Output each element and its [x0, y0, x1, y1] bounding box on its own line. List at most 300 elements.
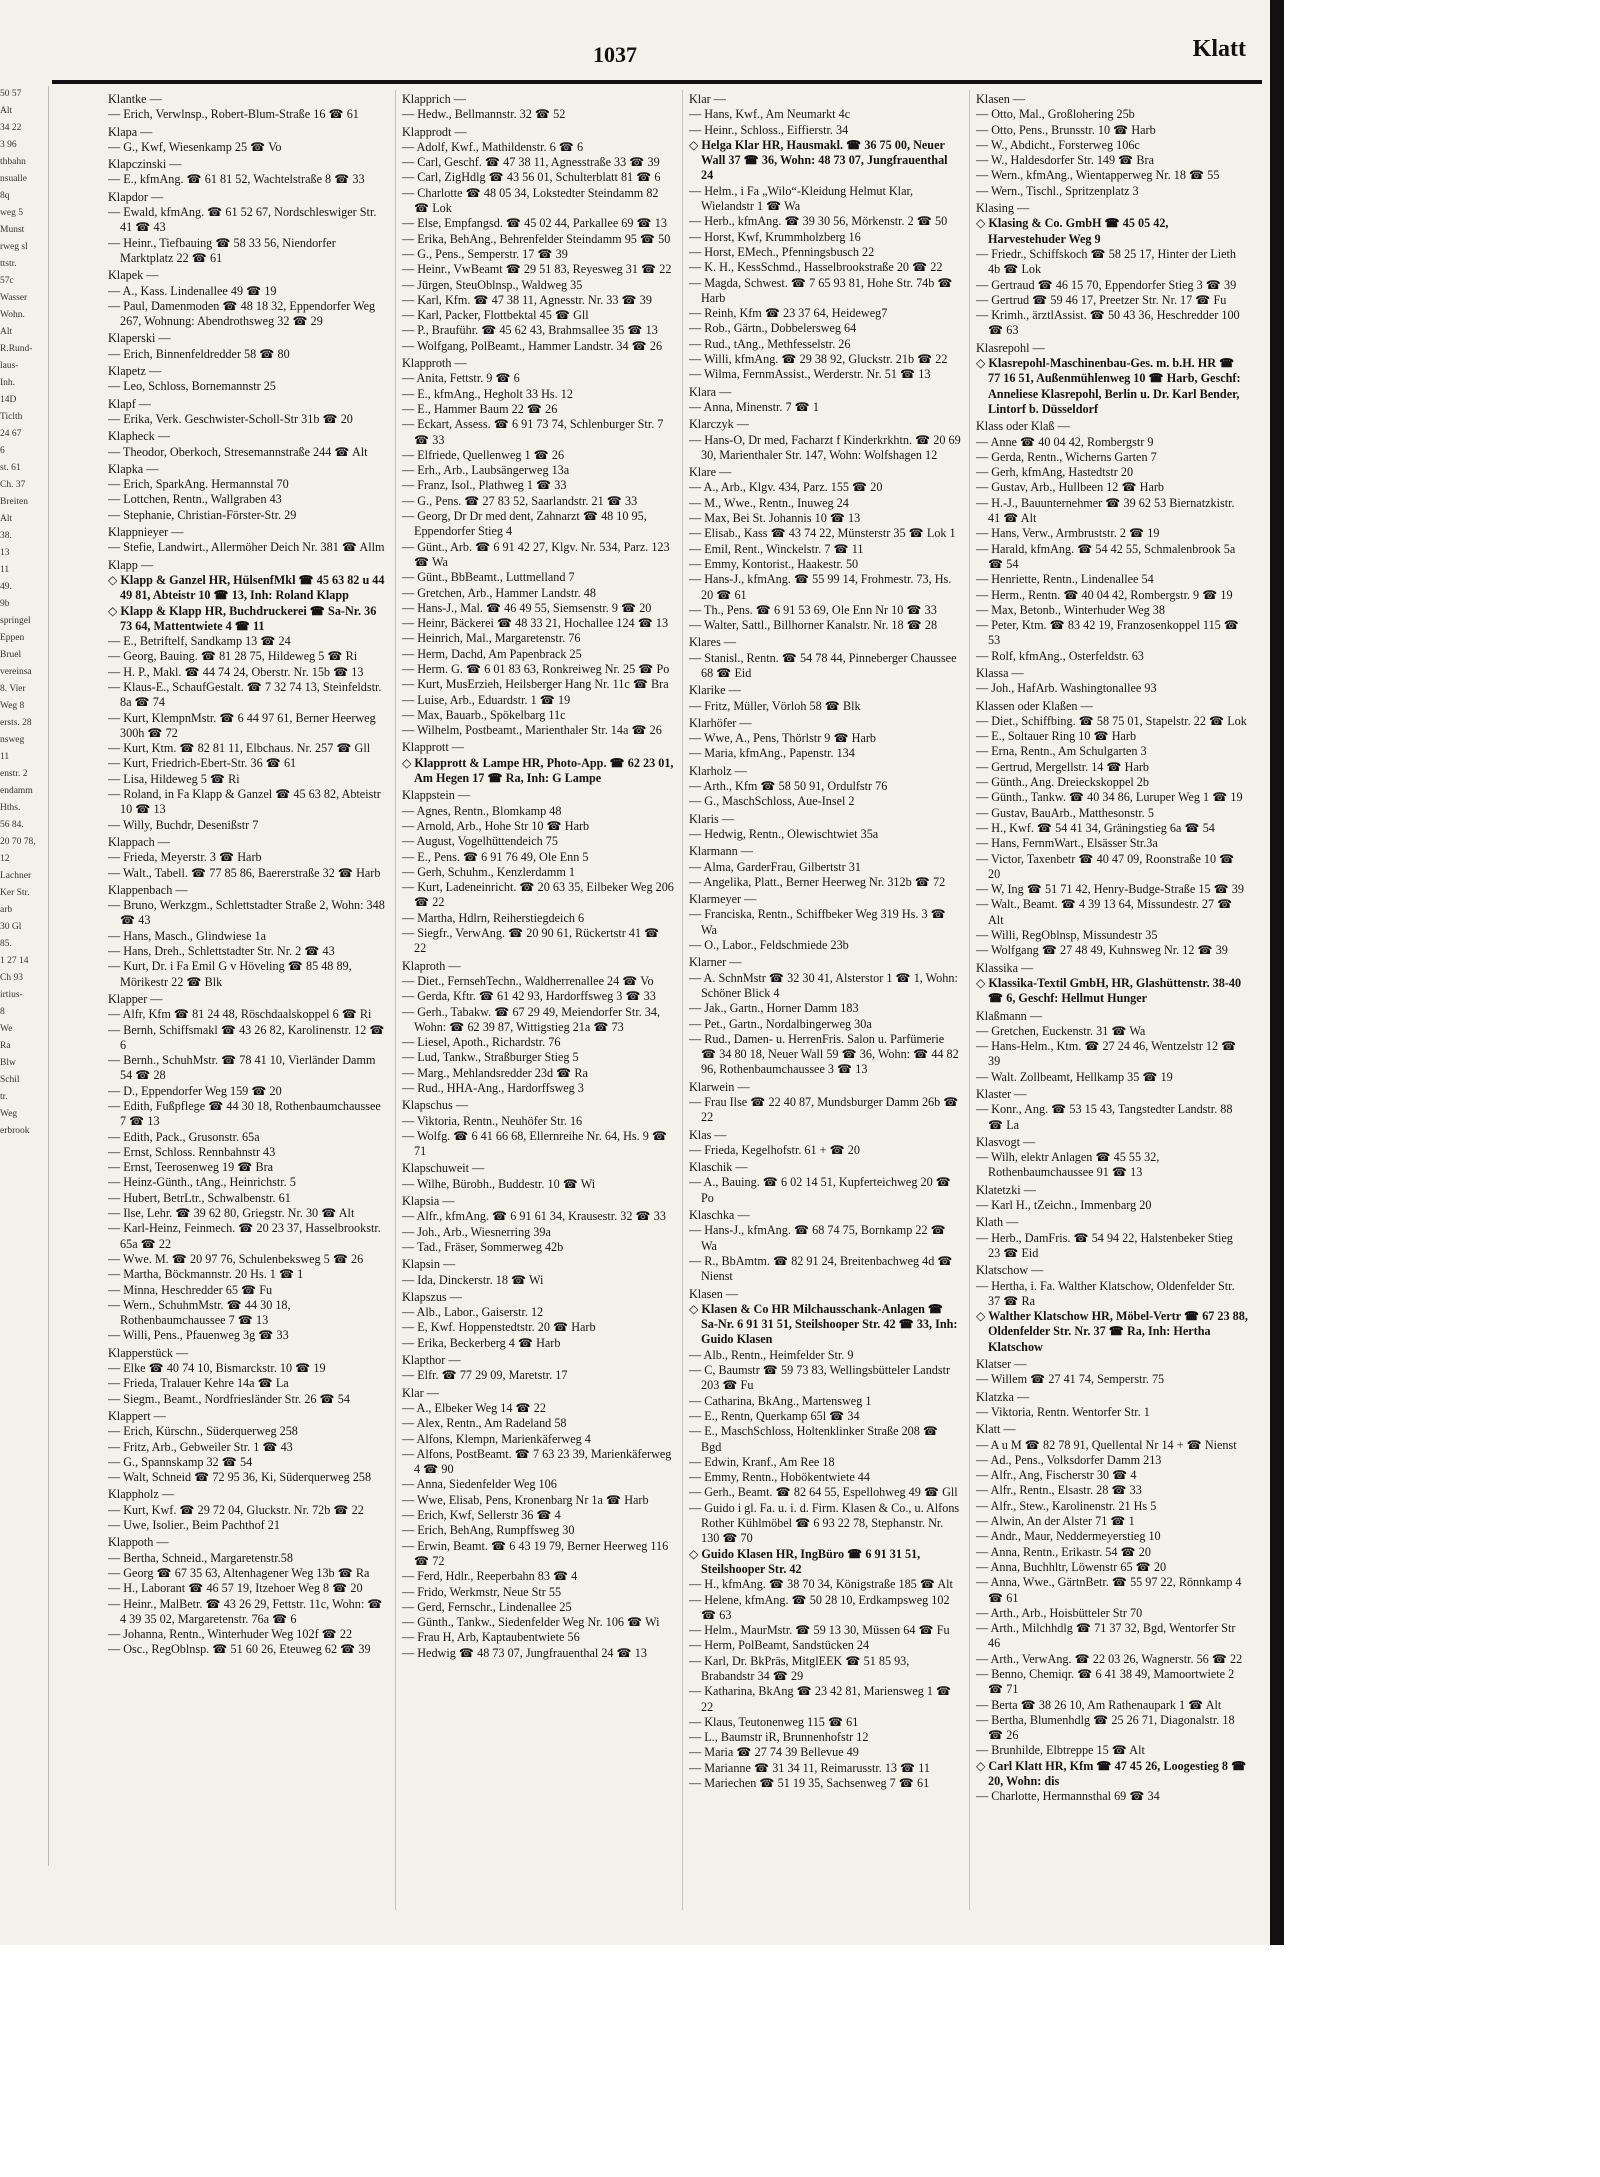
bleed-fragment: 30 Gl: [0, 922, 22, 932]
directory-entry: — Erika, Verk. Geschwister-Scholl-Str 31b ☎ 20: [108, 411, 353, 426]
directory-entry: — Gretchen, Euckenstr. 31 ☎ Wa: [976, 1023, 1146, 1038]
bleed-fragment: 8. Vier: [0, 684, 26, 694]
bleed-fragment: ttstr.: [0, 259, 17, 269]
bleed-fragment: 56 84.: [0, 820, 24, 830]
directory-entry: — Kurt, MusErzieh, Heilsberger Hang Nr. 11c ☎ Bra: [402, 677, 669, 692]
directory-entry: — Wilh, elektr Anlagen ☎ 45 55 32, Rothenbaumchaussee 91 ☎ 13: [976, 1150, 1160, 1180]
surname-heading: Klasen —: [976, 92, 1026, 106]
directory-entry: — Luise, Arb., Eduardstr. 1 ☎ 19: [402, 692, 571, 707]
directory-entry: — Emmy, Kontorist., Haakestr. 50: [689, 556, 859, 571]
directory-entry: — Rolf, kfmAng., Osterfeldstr. 63: [976, 648, 1144, 663]
directory-entry: — Erich, Kwf, Sellerstr 36 ☎ 4: [402, 1508, 561, 1523]
directory-entry: — Georg, Bauing. ☎ 81 28 75, Hildeweg 5 ☎ Ri: [108, 649, 358, 664]
directory-entry: — Fritz, Arb., Gebweiler Str. 1 ☎ 43: [108, 1439, 293, 1454]
bleed-fragment: rweg sl: [0, 242, 28, 252]
directory-entry: — Erna, Rentn., Am Schulgarten 3: [976, 744, 1147, 759]
surname-heading: Klaster —: [976, 1087, 1027, 1101]
bleed-fragment: 8: [0, 1007, 5, 1017]
bleed-fragment: tr.: [0, 1092, 8, 1102]
directory-entry: — Walt. Zollbeamt, Hellkamp 35 ☎ 19: [976, 1069, 1173, 1084]
surname-heading: Klassen oder Klaßen —: [976, 698, 1093, 713]
directory-entry: — Henriette, Rentn., Lindenallee 54: [976, 572, 1154, 587]
directory-entry: — Ferd, Hdlr., Reeperbahn 83 ☎ 4: [402, 1569, 578, 1584]
bleed-fragment: Ch 93: [0, 973, 23, 983]
surname-heading: Klas —: [689, 1127, 727, 1142]
directory-entry: — Emil, Rent., Winckelstr. 7 ☎ 11: [689, 541, 864, 556]
directory-entry: — Willi, Pens., Pfauenweg 3g ☎ 33: [108, 1328, 289, 1343]
directory-entry: — Anne ☎ 40 04 42, Rombergstr 9: [976, 434, 1154, 449]
directory-entry: — Günth., Ang. Dreieckskoppel 2b: [976, 775, 1149, 790]
surname-heading: Klappoth —: [108, 1535, 169, 1550]
directory-entry: — Anna, Minenstr. 7 ☎ 1: [689, 399, 819, 414]
surname-heading: Klar —: [402, 1385, 439, 1400]
directory-entry: — Bernh, Schiffsmakl ☎ 43 26 82, Karolinenstr. 12 ☎ 6: [108, 1022, 385, 1052]
directory-entry: — Horst, Kwf, Krummholzberg 16: [689, 229, 861, 244]
directory-entry: — Bertha, Schneid., Margaretenstr.58: [108, 1550, 293, 1565]
directory-entry: — W., Haldesdorfer Str. 149 ☎ Bra: [976, 153, 1154, 168]
directory-entry: — Gertrud ☎ 59 46 17, Preetzer Str. Nr. 17 ☎ Fu: [976, 292, 1227, 307]
surname-heading: Klassika —: [976, 960, 1034, 975]
directory-entry: — Ernst, Schloss. Rennbahnstr 43: [108, 1144, 276, 1159]
directory-entry: — Heinr., VwBeamt ☎ 29 51 83, Reyesweg 31 ☎ 22: [402, 262, 672, 277]
directory-entry: — Herm, Dachd, Am Papenbrack 25: [402, 646, 582, 661]
bleed-fragment: Alt: [0, 106, 13, 116]
directory-entry: — H., Kwf. ☎ 54 41 34, Gräningstieg 6a ☎ 54: [976, 820, 1215, 835]
surname-heading: Klapek —: [108, 268, 159, 283]
directory-entry: — Maria, kfmAng., Papenstr. 134: [689, 746, 855, 761]
firm-entry: ◇ Klapprott & Lampe HR, Photo-App. ☎ 62 23 01, Am Hegen 17 ☎ Ra, Inh: G Lampe: [402, 755, 674, 786]
directory-entry: — A., Bauing. ☎ 6 02 14 51, Kupferteichweg 20 ☎ Po: [689, 1175, 951, 1205]
surname-heading: Klapczinski —: [108, 157, 182, 172]
directory-entry: — Anna, Wwe., GärtnBetr. ☎ 55 97 22, Rönnkamp 4 ☎ 61: [976, 1575, 1242, 1605]
surname-heading: Klappenbach —: [108, 882, 188, 897]
surname-heading: Klarmeyer —: [689, 892, 757, 907]
directory-entry: — Gretchen, Arb., Hammer Landstr. 48: [402, 585, 596, 600]
firm-entry: ◇ Klassika-Textil GmbH, HR, Glashüttenstr. 38-40 ☎ 6, Geschf: Hellmut Hunger: [976, 975, 1242, 1006]
bleed-fragment: 49.: [0, 582, 12, 592]
directory-entry: — E., kfmAng. ☎ 61 81 52, Wachtelstraße 8 ☎ 33: [108, 172, 365, 187]
bleed-fragment: springel: [0, 616, 31, 626]
directory-entry: — Max, Betonb., Winterhuder Weg 38: [976, 602, 1165, 617]
directory-entry: — Carl, ZigHdlg ☎ 43 56 01, Schulterblatt 81 ☎ 6: [402, 170, 661, 185]
directory-entry: — Paul, Damenmoden ☎ 48 18 32, Eppendorfer Weg 267, Wohnung: Abendrothsweg 32 ☎ 29: [108, 298, 376, 329]
bleed-fragment: 1 27 14: [0, 956, 29, 966]
surname-heading: Klasing —: [976, 201, 1030, 216]
directory-entry: — Fritz, Müller, Vörloh 58 ☎ Blk: [689, 698, 861, 713]
directory-entry: — Herb., kfmAng. ☎ 39 30 56, Mörkenstr. 2 ☎ 50: [689, 214, 948, 229]
firm-entry: ◇ Helga Klar HR, Hausmakl. ☎ 36 75 00, Neuer Wall 37 ☎ 36, Wohn: 48 73 07, Jungfrauenthal 24: [689, 137, 948, 183]
directory-entry: — Lisa, Hildeweg 5 ☎ Ri: [108, 771, 240, 786]
surname-heading: Klapheck —: [108, 429, 170, 444]
bleed-fragment: arb: [0, 905, 13, 915]
directory-entry: — Konr., Ang. ☎ 53 15 43, Tangstedter Landstr. 88 ☎ La: [976, 1102, 1233, 1132]
bleed-fragment: Ker Str.: [0, 888, 30, 898]
directory-entry: — Walter, Sattl., Billhorner Kanalstr. Nr. 18 ☎ 28: [689, 618, 938, 633]
directory-entry: — Marg., Mehlandsredder 23d ☎ Ra: [402, 1065, 588, 1080]
directory-entry: — D., Eppendorfer Weg 159 ☎ 20: [108, 1083, 282, 1098]
bleed-fragment: nsweg: [0, 735, 25, 745]
directory-entry: — E, Kwf. Hoppenstedtstr. 20 ☎ Harb: [402, 1320, 596, 1335]
bleed-fragment: 3 96: [0, 140, 17, 150]
surname-heading: Klasvogt —: [976, 1134, 1036, 1149]
directory-entry: — Walt, Schneid ☎ 72 95 36, Ki, Süderquerweg 258: [108, 1470, 372, 1485]
directory-entry: — Arth., VerwAng. ☎ 22 03 26, Wagnerstr. 56 ☎ 22: [976, 1651, 1243, 1666]
directory-entry: — E., Hammer Baum 22 ☎ 26: [402, 401, 558, 416]
directory-entry: — Johanna, Rentn., Winterhuder Weg 102f ☎ 22: [108, 1627, 353, 1642]
directory-entry: — Wilhe, Bürobh., Buddestr. 10 ☎ Wi: [402, 1176, 596, 1191]
directory-entry: — Arth., Kfm ☎ 58 50 91, Ordulfstr 76: [689, 779, 888, 794]
bleed-fragment: Alt: [0, 327, 13, 337]
bleed-fragment: Schil: [0, 1075, 20, 1085]
directory-entry: — Alfr., Rentn., Elsastr. 28 ☎ 33: [976, 1483, 1142, 1498]
directory-entry: — Gustav, Arb., Hullbeen 12 ☎ Harb: [976, 480, 1165, 495]
directory-entry: — Adolf, Kwf., Mathildenstr. 6 ☎ 6: [402, 139, 584, 154]
directory-entry: — Hedwig, Rentn., Olewischtwiet 35a: [689, 826, 879, 841]
directory-entry: — Frieda, Kegelhofstr. 61 + ☎ 20: [689, 1142, 860, 1157]
surname-heading: Klatetzki —: [976, 1182, 1036, 1197]
column-3: [682, 90, 961, 1910]
directory-entry: — Mariechen ☎ 51 19 35, Sachsenweg 7 ☎ 61: [689, 1776, 930, 1791]
directory-entry: — Wern., Tischl., Spritzenplatz 3: [976, 183, 1139, 198]
firm-entry: ◇ Carl Klatt HR, Kfm ☎ 47 45 26, Loogestieg 8 ☎ 20, Wohn: dis: [976, 1758, 1247, 1789]
directory-entry: — Kurt, Friedrich-Ebert-Str. 36 ☎ 61: [108, 756, 297, 771]
directory-entry: — Erika, Beckerberg 4 ☎ Harb: [402, 1335, 561, 1350]
surname-heading: Klarmann —: [689, 844, 753, 859]
directory-entry: — Elisab., Kass ☎ 43 74 22, Münsterstr 35 ☎ Lok 1: [689, 526, 956, 541]
directory-entry: — Arth., Milchhdlg ☎ 71 37 32, Bgd, Wentorfer Str 46: [976, 1621, 1236, 1651]
running-head: Klatt: [1192, 36, 1246, 62]
directory-entry: — Hans, FernmWart., Elsässer Str.3a: [976, 836, 1158, 851]
bleed-fragment: irtius-: [0, 990, 23, 1000]
firm-entry: ◇ Klapp & Ganzel HR, HülsenfMkl ☎ 45 63 82 u 44 49 81, Abteistr 10 ☎ 13, Inh: Roland Klapp: [108, 572, 385, 603]
directory-entry: — Karl-Heinz, Feinmech. ☎ 20 23 37, Hasselbrookstr. 65a ☎ 22: [108, 1221, 381, 1251]
surname-heading: Klarczyk —: [689, 417, 749, 432]
surname-heading: Klapschus —: [402, 1098, 469, 1113]
bleed-fragment: 57c: [0, 276, 14, 286]
surname-heading: Klatzka —: [976, 1389, 1030, 1404]
directory-entry: — Gertrud, Mergellstr. 14 ☎ Harb: [976, 759, 1150, 774]
surname-heading: Klass oder Klaß —: [976, 419, 1070, 434]
column-1: [108, 90, 387, 1910]
directory-entry: — Siegm., Beamt., Nordfriesländer Str. 26 ☎ 54: [108, 1391, 350, 1406]
directory-entry: — Viktoria, Rentn., Neuhöfer Str. 16: [402, 1113, 583, 1128]
directory-entry: — G., MaschSchloss, Aue-Insel 2: [689, 794, 855, 809]
surname-heading: Klarwein —: [689, 1079, 750, 1094]
directory-entry: — Willi, RegOblnsp, Missundestr 35: [976, 928, 1158, 943]
directory-entry: — Frieda, Meyerstr. 3 ☎ Harb: [108, 850, 262, 865]
column-4: [969, 90, 1248, 1910]
scan-border: [1270, 0, 1284, 1945]
surname-heading: Klapetz —: [108, 364, 162, 379]
directory-entry: — Hans, Verw., Armbruststr. 2 ☎ 19: [976, 526, 1160, 541]
surname-heading: Klara —: [689, 384, 732, 399]
directory-entry: — Anna, Buchhltr, Löwenstr 65 ☎ 20: [976, 1559, 1167, 1574]
directory-entry: — Horst, EMech., Pfenningsbusch 22: [689, 244, 875, 259]
directory-entry: — Pet., Gartn., Nordalbingerweg 30a: [689, 1016, 872, 1031]
directory-entry: — Lottchen, Rentn., Wallgraben 43: [108, 492, 282, 507]
directory-entry: — Wwe, Elisab, Pens, Kronenbarg Nr 1a ☎ Harb: [402, 1492, 649, 1507]
bleed-fragment: Weg 8: [0, 701, 25, 711]
directory-entry: — Hertha, i. Fa. Walther Klatschow, Oldenfelder Str. 37 ☎ Ra: [976, 1278, 1235, 1308]
directory-entry: — Charlotte ☎ 48 05 34, Lokstedter Steindamm 82 ☎ Lok: [402, 185, 659, 216]
bleed-fragment: weg 5: [0, 208, 23, 218]
firm-entry: ◇ Klasen & Co HR Milchausschank-Anlagen ☎ Sa-Nr. 6 91 31 51, Steilshooper Str. 42 ☎ 33, Inh: Guido Klasen: [689, 1301, 958, 1347]
directory-entry: — Wolfgang, PolBeamt., Hammer Landstr. 34 ☎ 26: [402, 338, 663, 353]
bleed-fragment: 34 22: [0, 123, 22, 133]
directory-entry: — Rud., HHA-Ang., Hardorffsweg 3: [402, 1081, 584, 1095]
directory-entry: — Uwe, Isolier., Beim Pachthof 21: [108, 1518, 280, 1533]
surname-heading: Klaschik —: [689, 1160, 748, 1175]
surname-heading: Klapprich —: [402, 92, 466, 106]
directory-entry: — Anna, Rentn., Erikastr. 54 ☎ 20: [976, 1544, 1151, 1559]
directory-entry: — Tad., Fräser, Sommerweg 42b: [402, 1239, 564, 1254]
directory-entry: — Hedw., Bellmannstr. 32 ☎ 52: [402, 107, 566, 122]
directory-entry: — Catharina, BkAng., Martensweg 1: [689, 1393, 872, 1408]
surname-heading: Klath —: [976, 1215, 1019, 1230]
surname-heading: Klapa —: [108, 124, 153, 139]
bleed-fragment: Lachner: [0, 871, 32, 881]
directory-entry: — Hans-Helm., Ktm. ☎ 27 24 46, Wentzelstr 12 ☎ 39: [976, 1039, 1237, 1069]
surname-heading: Klapschuweit —: [402, 1161, 485, 1176]
directory-entry: — H., kfmAng. ☎ 38 70 34, Königstraße 185 ☎ Alt: [689, 1577, 953, 1592]
directory-entry: — Andr., Maur, Neddermeyerstieg 10: [976, 1529, 1161, 1544]
surname-heading: Klaschka —: [689, 1208, 750, 1223]
surname-heading: Klarner —: [689, 955, 742, 970]
directory-entry: — Klaus, Teutonenweg 115 ☎ 61: [689, 1714, 859, 1729]
directory-entry: — Gerh., Beamt. ☎ 82 64 55, Espellohweg 49 ☎ Gll: [689, 1485, 958, 1500]
bleed-fragment: st. 61: [0, 463, 21, 473]
surname-heading: Klantke —: [108, 92, 162, 106]
bleed-fragment: Ch. 37: [0, 480, 26, 490]
directory-entry: — Alb., Labor., Gaiserstr. 12: [402, 1305, 544, 1320]
directory-entry: — C, Baumstr ☎ 59 73 83, Wellingsbütteler Landstr 203 ☎ Fu: [689, 1363, 951, 1393]
directory-entry: — Max, Bei St. Johannis 10 ☎ 13: [689, 511, 861, 526]
directory-entry: — E., Pens. ☎ 6 91 76 49, Ole Enn 5: [402, 849, 589, 864]
directory-entry: — Max, Bauarb., Spökelbarg 11c: [402, 707, 566, 722]
bleed-fragment: Hths.: [0, 803, 21, 813]
directory-entry: — Erich, SparkAng. Hermannstal 70: [108, 477, 289, 492]
directory-entry: — E., kfmAng., Hegholt 33 Hs. 12: [402, 386, 573, 401]
surname-heading: Klatser —: [976, 1357, 1027, 1372]
directory-entry: — Joh., Arb., Wiesnerring 39a: [402, 1224, 551, 1239]
directory-entry: — Alfons, Klempn, Marienkäferweg 4: [402, 1431, 591, 1446]
directory-entry: — Angelika, Platt., Berner Heerweg Nr. 312b ☎ 72: [689, 874, 946, 889]
surname-heading: Klare —: [689, 465, 732, 480]
directory-entry: — Carl, Geschf. ☎ 47 38 11, Agnesstraße 33 ☎ 39: [402, 155, 660, 170]
directory-entry: — Frau H, Arb, Kaptaubentwiete 56: [402, 1630, 580, 1645]
bleed-fragment: vereinsa: [0, 667, 32, 677]
directory-entry: — Jürgen, SteuOblnsp., Waldweg 35: [402, 277, 583, 292]
directory-entry: — Victor, Taxenbetr ☎ 40 47 09, Roonstraße 10 ☎ 20: [976, 851, 1235, 881]
directory-entry: — Marianne ☎ 31 34 11, Reimarusstr. 13 ☎ 11: [689, 1760, 931, 1775]
bleed-fragment: 85.: [0, 939, 12, 949]
directory-entry: — Gustav, BauArb., Matthesonstr. 5: [976, 805, 1154, 820]
directory-entry: — Günt., BbBeamt., Luttmelland 7: [402, 570, 575, 585]
bleed-fragment: 13: [0, 548, 10, 558]
bleed-fragment: thbahn: [0, 157, 26, 167]
bleed-fragment: Alt: [0, 514, 13, 524]
directory-entry: — Erich, Binnenfeldredder 58 ☎ 80: [108, 346, 290, 361]
directory-entry: — Georg, Dr Dr med dent, Zahnarzt ☎ 48 10 95, Eppendorfer Stieg 4: [402, 509, 647, 539]
directory-entry: — Karl, Dr. BkPräs, MitglEEK ☎ 51 85 93, Brabandstr 34 ☎ 29: [689, 1653, 910, 1683]
directory-entry: — Hans, Masch., Glindwiese 1a: [108, 928, 267, 943]
directory-entry: — Stephanie, Christian-Förster-Str. 29: [108, 507, 297, 522]
directory-entry: — Walt., Beamt. ☎ 4 39 13 64, Missundestr. 27 ☎ Alt: [976, 897, 1233, 927]
directory-entry: — H., Laborant ☎ 46 57 19, Itzehoer Weg 8 ☎ 20: [108, 1581, 363, 1596]
directory-entry: — Willi, kfmAng. ☎ 29 38 92, Gluckstr. 21b ☎ 22: [689, 352, 948, 367]
directory-entry: — Lud, Tankw., Straßburger Stieg 5: [402, 1050, 579, 1065]
bleed-fragment: endamm: [0, 786, 33, 796]
directory-entry: — Friedr., Schiffskoch ☎ 58 25 17, Hinter der Lieth 4b ☎ Lok: [976, 246, 1237, 277]
directory-entry: — Berta ☎ 38 26 10, Am Rathenaupark 1 ☎ Alt: [976, 1697, 1222, 1712]
directory-entry: — Alfons, PostBeamt. ☎ 7 63 23 39, Marienkäferweg 4 ☎ 90: [402, 1446, 672, 1477]
directory-entry: — Arnold, Arb., Hohe Str 10 ☎ Harb: [402, 818, 590, 833]
directory-entry: — E., MaschSchloss, Holtenklinker Straße 208 ☎ Bgd: [689, 1424, 939, 1454]
surname-heading: Klapper —: [108, 991, 163, 1006]
directory-entry: — Erika, BehAng., Behrenfelder Steindamm 95 ☎ 50: [402, 231, 671, 246]
bleed-fragment: 20 70 78,: [0, 837, 36, 847]
surname-heading: Klatschow —: [976, 1263, 1044, 1278]
bleed-fragment: Breiten: [0, 497, 28, 507]
directory-entry: — Liesel, Apoth., Richardstr. 76: [402, 1035, 561, 1050]
directory-entry: — Wern., kfmAng., Wientapperweg Nr. 18 ☎ 55: [976, 168, 1220, 183]
directory-entry: — Ernst, Teerosenweg 19 ☎ Bra: [108, 1160, 274, 1175]
surname-heading: Klapp —: [108, 557, 154, 572]
surname-heading: Klaproth —: [402, 958, 461, 973]
column-2: [395, 90, 674, 1910]
directory-entry: — Günth., Tankw., Siedenfelder Weg Nr. 106 ☎ Wi: [402, 1615, 660, 1630]
directory-entry: — Wwe. M. ☎ 20 97 76, Schulenbeksweg 5 ☎ 26: [108, 1251, 364, 1266]
directory-entry: — Diet., Schiffbing. ☎ 58 75 01, Stapelstr. 22 ☎ Lok: [976, 713, 1247, 728]
directory-entry: — Hans-O, Dr med, Facharzt f Kinderkrkhtn. ☎ 20 69 30, Marienthaler Str. 147, Wohn: Wolfshagen 12: [689, 432, 961, 462]
directory-entry: — G., Spannskamp 32 ☎ 54: [108, 1454, 253, 1469]
directory-entry: — K. H., KessSchmd., Hasselbrookstraße 20 ☎ 22: [689, 260, 943, 275]
directory-entry: — Frau Ilse ☎ 22 40 87, Mundsburger Damm 26b ☎ 22: [689, 1095, 959, 1125]
surname-heading: Klarike —: [689, 683, 741, 698]
directory-entry: — Erich, BehAng, Rumpffsweg 30: [402, 1523, 575, 1538]
surname-heading: Klapf —: [108, 396, 151, 411]
directory-entry: — Stanisl., Rentn. ☎ 54 78 44, Pinneberger Chaussee 68 ☎ Eid: [689, 650, 957, 680]
surname-heading: Klapperstück —: [108, 1345, 189, 1360]
directory-entry: — Heinr., Schloss., Eiffierstr. 34: [689, 122, 849, 137]
bleed-fragment: 50 57: [0, 89, 22, 99]
directory-entry: — Otto, Mal., Großlohering 25b: [976, 107, 1135, 122]
firm-entry: ◇ Klapp & Klapp HR, Buchdruckerei ☎ Sa-Nr. 36 73 64, Mattentwiete 4 ☎ 11: [108, 603, 377, 633]
bleed-fragment: Blw: [0, 1058, 16, 1068]
firm-entry: ◇ Klasing & Co. GmbH ☎ 45 05 42, Harvestehuder Weg 9: [976, 216, 1169, 246]
directory-entry: — Gerda, Kftr. ☎ 61 42 93, Hardorffsweg 3 ☎ 33: [402, 989, 656, 1004]
directory-entry: — Alfr., Ang, Fischerstr 30 ☎ 4: [976, 1468, 1137, 1483]
bleed-fragment: ersts. 28: [0, 718, 32, 728]
directory-entry: — Alma, GarderFrau, Gilbertstr 31: [689, 859, 861, 874]
page-number: 1037: [593, 42, 637, 67]
directory-entry: — E., Soltauer Ring 10 ☎ Harb: [976, 729, 1137, 744]
directory-entry: — Bertha, Blumenhdlg ☎ 25 26 71, Diagonalstr. 18 ☎ 26: [976, 1712, 1235, 1743]
surname-heading: Klasen —: [689, 1286, 739, 1301]
directory-entry: — Harald, kfmAng. ☎ 54 42 55, Schmalenbrook 5a ☎ 54: [976, 541, 1236, 571]
page-header: [48, 34, 1270, 74]
directory-entry: — Siegfr., VerwAng. ☎ 20 90 61, Rückertstr 41 ☎ 22: [402, 926, 660, 956]
directory-entry: — Alb., Rentn., Heimfelder Str. 9: [689, 1347, 854, 1362]
directory-entry: — L., Baumstr iR, Brunnenhofstr 12: [689, 1730, 869, 1745]
directory-entry: — Alex, Rentn., Am Radeland 58: [402, 1416, 567, 1431]
directory-entry: — Hans-J., kfmAng. ☎ 68 74 75, Bornkamp 22 ☎ Wa: [689, 1223, 946, 1253]
directory-entry: — Diet., FernsehTechn., Waldherrenallee 24 ☎ Vo: [402, 973, 654, 988]
directory-entry: — A. SchnMstr ☎ 32 30 41, Alsterstor 1 ☎ 1, Wohn: Schöner Blick 4: [689, 970, 958, 1000]
directory-entry: — Roland, in Fa Klapp & Ganzel ☎ 45 63 82, Abteistr 10 ☎ 13: [108, 787, 381, 817]
directory-entry: — Hubert, BetrLtr., Schwalbenstr. 61: [108, 1190, 291, 1205]
directory-entry: — Heinr., MalBetr. ☎ 43 26 29, Fettstr. 11c, Wohn: ☎ 4 39 35 02, Margaretenstr. 76a ☎ 6: [108, 1596, 383, 1626]
bleed-fragment: Ra: [0, 1041, 11, 1051]
directory-entry: — O., Labor., Feldschmiede 23b: [689, 938, 849, 953]
surname-heading: Klapszus —: [402, 1289, 462, 1304]
directory-entry: — Minna, Heschredder 65 ☎ Fu: [108, 1282, 273, 1297]
surname-heading: Klapprott —: [402, 740, 464, 755]
directory-entry: — Otto, Pens., Brunsstr. 10 ☎ Harb: [976, 122, 1156, 137]
directory-entry: — W., Abdicht., Forsterweg 106c: [976, 137, 1140, 152]
surname-heading: Klapproth —: [402, 356, 467, 371]
directory-entry: — Bruno, Werkzgm., Schlettstadter Straße 2, Wohn: 348 ☎ 43: [108, 898, 385, 928]
surname-heading: Klappstein —: [402, 788, 471, 803]
directory-entry: — Rud., Damen- u. HerrenFris. Salon u. Parfümerie ☎ 34 80 18, Neuer Wall 59 ☎ 36, Wohn: ☎ 44 82 96, Rothenbaumchaussee 3 ☎ 13: [689, 1031, 959, 1077]
bleed-fragment: Wohn.: [0, 310, 25, 320]
bleed-fragment: Ticlth: [0, 412, 23, 422]
directory-entry: — Edith, Pack., Grusonstr. 65a: [108, 1129, 260, 1144]
directory-entry: — P., Brauführ. ☎ 45 62 43, Brahmsallee 35 ☎ 13: [402, 323, 658, 338]
directory-entry: — W, Ing ☎ 51 71 42, Henry-Budge-Straße 15 ☎ 39: [976, 882, 1244, 897]
directory-entry: — Edwin, Kranf., Am Ree 18: [689, 1454, 835, 1469]
firm-entry: ◇ Klasrepohl-Maschinenbau-Ges. m. b.H. HR ☎ 77 16 51, Außenmühlenweg 10 ☎ Harb, Geschf: Anneliese Klasrepohl, Berlin u. Dr. Karl Bender, Lintorf b. Düsseldorf: [976, 356, 1241, 416]
directory-entry: — Hans-J., Mal. ☎ 46 49 55, Siemsenstr. 9 ☎ 20: [402, 600, 652, 615]
directory-entry: — Heinz-Günth., tAng., Heinrichstr. 5: [108, 1175, 296, 1190]
directory-entry: — Erich, Kürschn., Süderquerweg 258: [108, 1424, 298, 1439]
directory-entry: — Ad., Pens., Volksdorfer Damm 213: [976, 1452, 1162, 1467]
surname-heading: Klapka —: [108, 461, 159, 476]
directory-entry: — Krimh., ärztlAssist. ☎ 50 43 36, Heschredder 100 ☎ 63: [976, 308, 1240, 338]
directory-entry: — Alwin, An der Alster 71 ☎ 1: [976, 1514, 1135, 1529]
directory-entry: — Wilma, FernmAssist., Werderstr. Nr. 51 ☎ 13: [689, 367, 931, 382]
directory-entry: — August, Vogelhüttendeich 75: [402, 834, 558, 849]
directory-entry: — E., Rentn, Querkamp 65l ☎ 34: [689, 1408, 860, 1423]
surname-heading: Klapprodt —: [402, 124, 467, 139]
directory-entry: — Herm, PolBeamt, Sandstücken 24: [689, 1638, 870, 1653]
directory-entry: — Herm. G. ☎ 6 01 83 63, Ronkreiweg Nr. 25 ☎ Po: [402, 661, 670, 676]
directory-entry: — Anita, Fettstr. 9 ☎ 6: [402, 371, 520, 386]
directory-entry: — Osc., RegOblnsp. ☎ 51 60 26, Eteuweg 62 ☎ 39: [108, 1642, 371, 1657]
directory-entry: — Anna, Siedenfelder Weg 106: [402, 1477, 557, 1492]
surname-heading: Klapsia —: [402, 1194, 455, 1209]
directory-entry: — Charlotte, Hermannsthal 69 ☎ 34: [976, 1789, 1160, 1804]
directory-entry: — Arth., Arb., Hoisbütteler Str 70: [976, 1605, 1143, 1620]
directory-entry: — H. P., Makl. ☎ 44 74 24, Oberstr. Nr. 15b ☎ 13: [108, 664, 364, 679]
directory-entry: — Wern., SchuhmMstr. ☎ 44 30 18, Rothenbaumchaussee 7 ☎ 13: [108, 1297, 291, 1328]
surname-heading: Klares —: [689, 635, 737, 650]
directory-entry: — Jak., Gartn., Horner Damm 183: [689, 1001, 859, 1016]
surname-heading: Klappert —: [108, 1408, 166, 1423]
bleed-fragment: 14D: [0, 395, 17, 405]
directory-entry: — Gerh., Tabakw. ☎ 67 29 49, Meiendorfer Str. 34, Wohn: ☎ 62 39 87, Wittigstieg 21a ☎ 73: [402, 1004, 661, 1034]
directory-entry: — Heinr., Tiefbauing ☎ 58 33 56, Niendorfer Marktplatz 22 ☎ 61: [108, 235, 336, 265]
directory-entry: — Wwe, A., Pens, Thörlstr 9 ☎ Harb: [689, 731, 877, 746]
directory-entry: — Klaus-E., SchaufGestalt. ☎ 7 32 74 13, Steinfeldstr. 8a ☎ 74: [108, 679, 382, 710]
directory-entry: — Ilse, Lehr. ☎ 39 62 80, Griegstr. Nr. 30 ☎ Alt: [108, 1206, 355, 1221]
directory-entry: — Alfr., Stew., Karolinenstr. 21 Hs 5: [976, 1498, 1157, 1513]
bleed-fragment: enstr. 2: [0, 769, 28, 779]
directory-entry: — M., Wwe., Rentn., Inuweg 24: [689, 495, 849, 510]
bleed-fragment: Bruel: [0, 650, 22, 660]
directory-entry: — Peter, Ktm. ☎ 83 42 19, Franzosenkoppel 115 ☎ 53: [976, 618, 1239, 648]
directory-entry: — Martha, Böckmannstr. 20 Hs. 1 ☎ 1: [108, 1267, 304, 1282]
